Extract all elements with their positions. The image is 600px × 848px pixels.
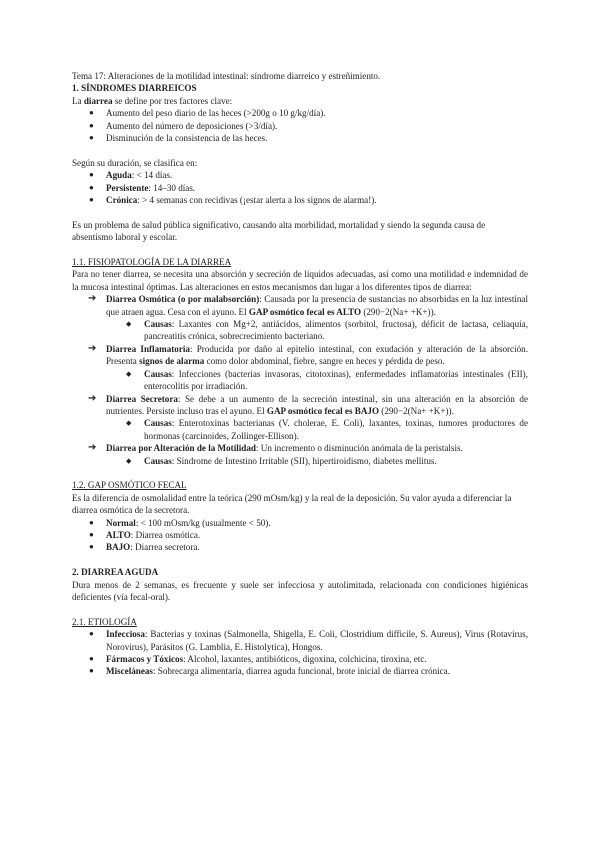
diamond-icon: ◆ (126, 320, 132, 329)
factors-list (72, 107, 528, 144)
bullet-icon: ● (89, 542, 94, 552)
diamond-icon: ◆ (126, 369, 132, 378)
diarrea-aguda-intro: Dura menos de 2 semanas, es frecuente y suele ser infecciosa y autolimitada, relacionada con condiciones higiénicas deficientes (vía fecal-oral). (72, 579, 528, 602)
diamond-icon: ◆ (126, 456, 132, 465)
arrow-icon: ➔ (88, 342, 97, 354)
list-item: ● Normal: < 100 mOsm/kg (usualmente < 50). (89, 517, 271, 528)
section-heading-gap: 1.2. GAP OSMÓTICO FECAL (72, 480, 187, 491)
list-item: ● Crónica: > 4 semanas con recidivas (¡estar alerta a los signos de alarma!). (89, 195, 377, 206)
arrow-icon: ➔ (88, 293, 97, 305)
gap-intro: Es la diferencia de osmolalidad entre la teórica (290 mOsm/kg) y la real de la deposición. Su valor ayuda a diferenciar la diarrea osmótica de la secretora. (72, 492, 512, 516)
section-heading-diarrea-aguda: 2. DIARREA AGUDA (72, 567, 159, 578)
list-item: ◆ Causas: Síndrome de Intestino Irritable (SII), hipertiroidismo, diabetes mellitus. (126, 455, 437, 466)
bullet-icon: ● (89, 666, 94, 676)
fisiopatologia-intro: Para no tener diarrea, se necesita una absorción y secreción de líquidos adecuadas, así como una motilidad e indemnidad de la mucosa intestinal óptimas. Las alteraciones en estos mecanismos dan lugar a los diferentes tipos de diarrea: (72, 269, 528, 292)
section-heading-sindromes: 1. SÍNDROMES DIARREICOS (72, 83, 197, 94)
list-item: ● Infecciosa: Bacterias y toxinas (Salmonella, Shigella, E. Coli, Clostridium difficile, S. Aureus), Virus (Rotavirus, Norovirus), Parásitos (G. Lamblia, E. Histolytica), Hongos. (89, 629, 528, 652)
list-item-inflammatory: ➔ Diarrea Inflamatoria: Producida por daño al epitelio intestinal, con exudación y alteración de la absorción. Presenta signos de alarma como dolor abdominal, fiebre, sangre en heces y pérdida de peso. (88, 342, 528, 367)
list-item: ● Aguda: < 14 días. (89, 170, 173, 181)
diarrea-definition: La diarrea se define por tres factores clave: (72, 95, 233, 106)
list-item: ● Fármacos y Tóxicos: Alcohol, laxantes, antibióticos, digoxina, colchicina, tiroxina, etc. (89, 654, 427, 664)
bullet-icon: ● (89, 170, 94, 180)
duration-intro: Según su duración, se clasifica en: (72, 157, 198, 168)
list-item: ● Disminución de la consistencia de las heces. (89, 133, 268, 144)
document-page (72, 70, 528, 678)
list-item-osmotic: ➔ Diarrea Osmótica (o por malabsorción): Causada por la presencia de sustancias no absorbidas en la luz intestinal que atraen agua. Cesa con el ayuno. El GAP osmótico fecal es ALTO (290−2(Na+ +K+)). (88, 293, 528, 317)
list-item: ◆ Causas: Infecciones (bacterias invasoras, citotoxinas), enfermedades inflamatorias intestinales (EII), enterocolitis por irradiación. (126, 368, 528, 392)
list-item: ● ALTO: Diarrea osmótica. (89, 529, 201, 540)
list-item: ● Aumento del peso diario de las heces (>200g o 10 g/kg/día). (89, 108, 326, 119)
arrow-icon: ➔ (88, 392, 97, 404)
arrow-icon: ➔ (88, 442, 97, 454)
list-item-secretory: ➔ Diarrea Secretora: Se debe a un aumento de la secreción intestinal, sin una alteración en la absorción de nutrientes. Persiste incluso tras el ayuno. El GAP osmótico fecal es BAJO (290−2(Na+ +K+)). (88, 392, 528, 416)
public-health-paragraph: Es un problema de salud pública significativo, causando alta morbilidad, mortalidad y siendo la segunda causa de absentismo laboral y escolar. (72, 219, 486, 243)
diarrhea-types-list (72, 293, 528, 467)
list-item: ● Aumento del número de deposiciones (>3/día). (89, 120, 278, 131)
bullet-icon: ● (89, 529, 94, 539)
section-heading-etiologia: 2.1. ETIOLOGÍA (72, 616, 137, 627)
bullet-icon: ● (89, 133, 94, 143)
bullet-icon: ● (89, 654, 94, 663)
bullet-icon: ● (89, 108, 94, 118)
list-item: ◆ Causas: Enterotoxinas bacterianas (V. cholerae, E. Coli), laxantes, toxinas, tumores productores de hormonas (carcinoides, Zollinger-Ellison). (126, 418, 528, 441)
bullet-icon: ● (89, 629, 94, 639)
bullet-icon: ● (89, 120, 94, 130)
diamond-icon: ◆ (126, 419, 132, 428)
list-item: ● Misceláneas: Sobrecarga alimentaria, diarrea aguda funcional, brote inicial de diarrea crónica. (89, 666, 450, 677)
bullet-icon: ● (89, 517, 94, 527)
bullet-icon: ● (89, 195, 94, 205)
bullet-icon: ● (89, 182, 94, 192)
list-item: ◆ Causas: Laxantes con Mg+2, antiácidos, alimentos (sorbitol, fructosa), déficit de lactasa, celiaquía, pancreatitis crónica, sobrecrecimiento bacteriano. (126, 319, 528, 342)
section-heading-fisiopatologia: 1.1. FISIOPATOLOGÍA DE LA DIARREA (72, 257, 232, 268)
list-item: ● Persistente: 14–30 días. (89, 182, 196, 193)
etiologia-list (72, 628, 528, 678)
duration-list (72, 169, 528, 206)
list-item-motility: ➔ Diarrea por Alteración de la Motilidad: Un incremento o disminución anómala de la peristalsis. (88, 442, 463, 454)
document-title: Tema 17: Alteraciones de la motilidad intestinal: síndrome diarreico y estreñimiento. (72, 71, 381, 81)
gap-list (72, 517, 528, 554)
list-item: ● BAJO: Diarrea secretora. (89, 542, 200, 553)
